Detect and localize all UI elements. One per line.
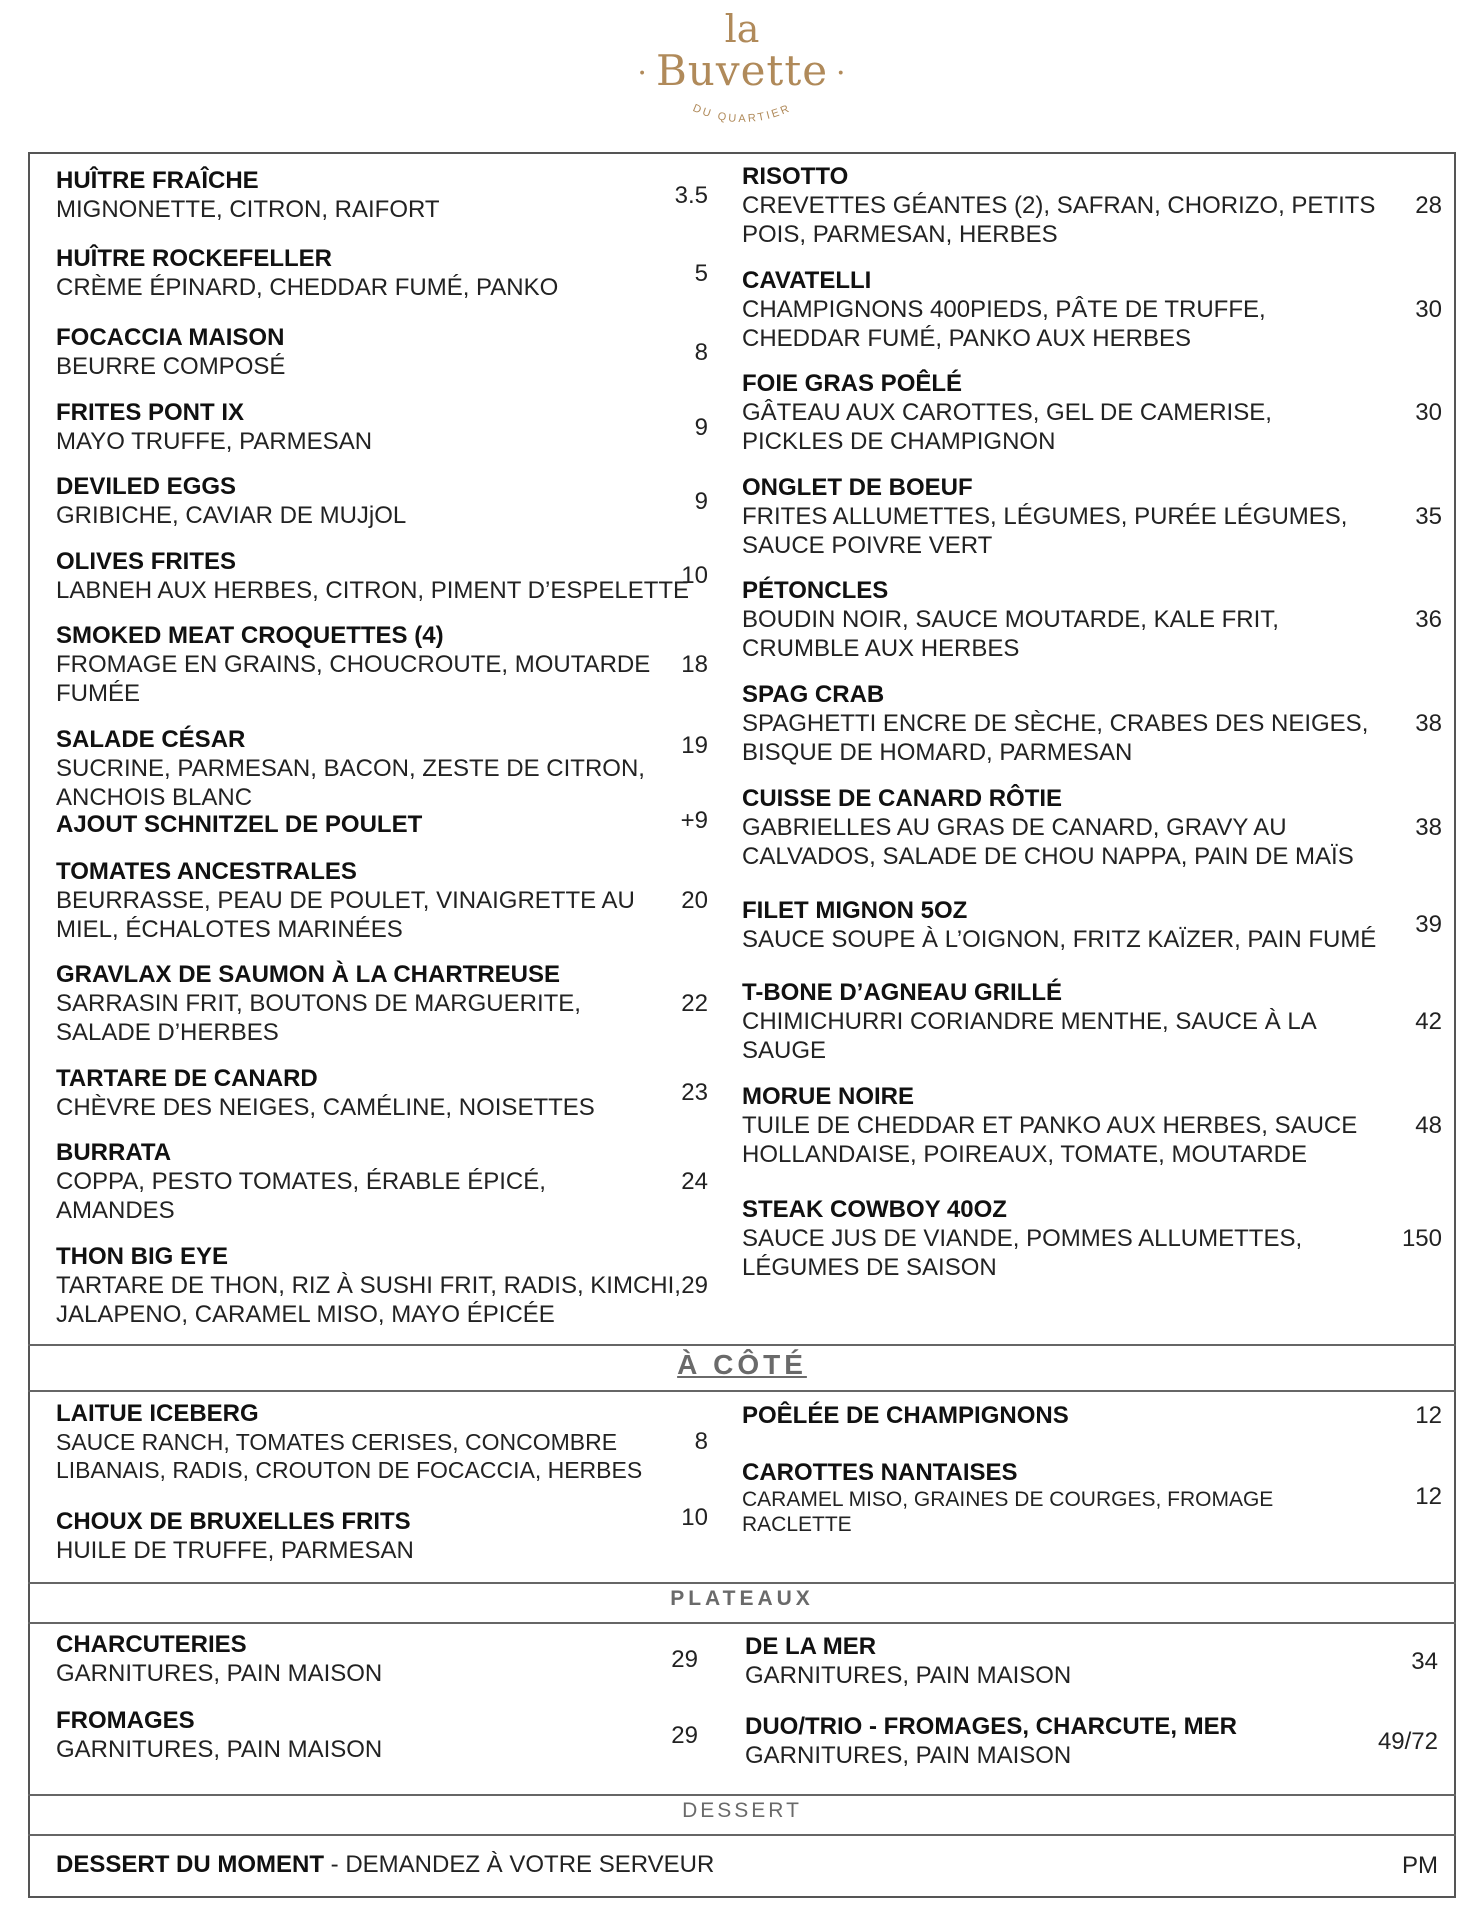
- item-price: 38: [1415, 814, 1442, 841]
- item-desc: LÉGUMES DE SAISON: [742, 1254, 997, 1281]
- item-name: ONGLET DE BOEUF: [742, 474, 973, 501]
- menu-item-choux-bruxelles: [56, 1507, 414, 1565]
- item-name: CUISSE DE CANARD RÔTIE: [742, 785, 1063, 812]
- item-desc: POIS, PARMESAN, HERBES: [742, 221, 1058, 248]
- item-desc: GARNITURES, PAIN MAISON: [56, 1660, 383, 1687]
- item-desc: TUILE DE CHEDDAR ET PANKO AUX HERBES, SAUCE: [742, 1112, 1358, 1139]
- menu-item-de-la-mer: [745, 1632, 1071, 1690]
- item-desc: - DEMANDEZ À VOTRE SERVEUR: [324, 1851, 715, 1878]
- item-name: THON BIG EYE: [56, 1243, 229, 1270]
- item-price: 28: [1415, 192, 1442, 219]
- item-desc: TARTARE DE THON, RIZ À SUSHI FRIT, RADIS, KIMCHI,: [56, 1272, 681, 1299]
- item-desc: RACLETTE: [742, 1513, 852, 1536]
- item-desc: SARRASIN FRIT, BOUTONS DE MARGUERITE,: [56, 990, 581, 1017]
- item-price: 30: [1415, 399, 1442, 426]
- item-price: 39: [1415, 911, 1442, 938]
- item-price: 29: [681, 1272, 708, 1299]
- menu-item-steak-cowboy: [742, 1195, 1302, 1282]
- item-price: 8: [694, 339, 708, 366]
- logo-dot-left: ·: [637, 56, 648, 91]
- item-name: TOMATES ANCESTRALES: [56, 858, 357, 885]
- item-desc: SAUCE JUS DE VIANDE, POMMES ALLUMETTES,: [742, 1225, 1303, 1252]
- menu-item-foie-gras: [742, 369, 1272, 456]
- svg-text:DU QUARTIER: [691, 102, 793, 125]
- item-name: FOCACCIA MAISON: [56, 324, 285, 351]
- item-price: 30: [1415, 296, 1442, 323]
- section-title-a-cote: À CÔTÉ: [677, 1349, 807, 1380]
- item-price: 18: [681, 651, 708, 678]
- item-price: 36: [1415, 606, 1442, 633]
- divider-dessert-bottom: [28, 1834, 1456, 1836]
- menu-item-spag-crab: [742, 680, 1368, 767]
- item-desc: AMANDES: [56, 1197, 175, 1224]
- item-price: 35: [1415, 503, 1442, 530]
- item-name: DESSERT DU MOMENT: [56, 1851, 325, 1878]
- item-desc: LIBANAIS, RADIS, CROUTON DE FOCACCIA, HERBES: [56, 1457, 643, 1483]
- item-price: 23: [681, 1079, 708, 1106]
- item-name: RISOTTO: [742, 163, 849, 190]
- item-price: 5: [694, 260, 708, 287]
- item-name: FRITES PONT IX: [56, 399, 245, 426]
- item-price: 49/72: [1377, 1728, 1438, 1755]
- item-desc: CRUMBLE AUX HERBES: [742, 635, 1020, 662]
- item-desc: MIGNONETTE, CITRON, RAIFORT: [56, 196, 440, 223]
- section-title-plateaux: PLATEAUX: [670, 1587, 814, 1610]
- menu-item-laitue-iceberg: [56, 1399, 642, 1484]
- menu-item-cavatelli: [742, 266, 1266, 353]
- item-name: GRAVLAX DE SAUMON À LA CHARTREUSE: [56, 961, 561, 988]
- item-desc: CHEDDAR FUMÉ, PANKO AUX HERBES: [742, 325, 1191, 352]
- item-desc: ANCHOIS BLANC: [56, 784, 253, 811]
- divider-plateaux-top: [28, 1582, 1456, 1584]
- item-name: OLIVES FRITES: [56, 548, 237, 575]
- menu-item-olives-frites: [56, 547, 689, 605]
- item-name: SALADE CÉSAR: [56, 726, 246, 753]
- item-desc: CRÈME ÉPINARD, CHEDDAR FUMÉ, PANKO: [56, 274, 559, 301]
- menu-item-dessert-du-moment: [56, 1851, 714, 1879]
- logo-line-la: la: [724, 7, 760, 51]
- item-price: 12: [1415, 1483, 1442, 1510]
- menu-item-carottes-nantaises: [742, 1458, 1273, 1537]
- menu-item-charcuteries: [56, 1630, 382, 1688]
- menu-item-focaccia-maison: [56, 323, 285, 381]
- divider-a-cote-bottom: [28, 1390, 1456, 1392]
- item-name: MORUE NOIRE: [742, 1083, 915, 1110]
- item-price: 9: [694, 488, 708, 515]
- menu-item-tomates-ancestrales: [56, 857, 635, 944]
- item-name: FROMAGES: [56, 1707, 195, 1734]
- menu-item-t-bone-agneau: [742, 978, 1317, 1065]
- logo-line-buvette: [0, 46, 1484, 95]
- logo-dot-right: ·: [836, 56, 847, 91]
- item-price: 10: [681, 562, 708, 589]
- item-desc: MIEL, ÉCHALOTES MARINÉES: [56, 916, 403, 943]
- menu-item-salade-cesar: [56, 725, 645, 812]
- item-desc: CREVETTES GÉANTES (2), SAFRAN, CHORIZO, PETITS: [742, 192, 1376, 219]
- item-name: POÊLÉE DE CHAMPIGNONS: [742, 1402, 1069, 1429]
- menu-item-tartare-canard: [56, 1064, 595, 1122]
- menu-item-frites-pont-ix: [56, 398, 372, 456]
- item-desc: GARNITURES, PAIN MAISON: [745, 1662, 1072, 1689]
- item-price: 150: [1401, 1225, 1442, 1252]
- menu-item-gravlax-saumon: [56, 960, 581, 1047]
- item-desc: SALADE D’HERBES: [56, 1019, 279, 1046]
- item-price: 42: [1415, 1008, 1442, 1035]
- divider-a-cote-top: [28, 1344, 1456, 1346]
- item-name: FILET MIGNON 5OZ: [742, 897, 968, 924]
- menu-item-duo-trio: [745, 1712, 1237, 1770]
- menu-item-filet-mignon: [742, 896, 1376, 954]
- logo-tagline: DU QUARTIER: [690, 102, 794, 126]
- item-name: SMOKED MEAT CROQUETTES (4): [56, 622, 444, 649]
- section-title-dessert: DESSERT: [682, 1799, 802, 1822]
- divider-dessert-top: [28, 1794, 1456, 1796]
- item-price: 24: [681, 1168, 708, 1195]
- item-name: DUO/TRIO - FROMAGES, CHARCUTE, MER: [745, 1713, 1237, 1740]
- item-price: 38: [1415, 710, 1442, 737]
- item-name: SPAG CRAB: [742, 681, 885, 708]
- item-desc: COPPA, PESTO TOMATES, ÉRABLE ÉPICÉ,: [56, 1168, 546, 1195]
- item-name: AJOUT SCHNITZEL DE POULET: [56, 811, 423, 838]
- item-price: PM: [1402, 1852, 1438, 1879]
- item-desc: FRITES ALLUMETTES, LÉGUMES, PURÉE LÉGUMES,: [742, 503, 1348, 530]
- item-name: PÉTONCLES: [742, 577, 889, 604]
- item-price: 29: [671, 1646, 698, 1673]
- menu-item-thon-big-eye: [56, 1242, 681, 1329]
- item-desc: FROMAGE EN GRAINS, CHOUCROUTE, MOUTARDE: [56, 651, 651, 678]
- item-name: HUÎTRE FRAÎCHE: [56, 167, 259, 194]
- item-desc: MAYO TRUFFE, PARMESAN: [56, 428, 373, 455]
- item-desc: SAUGE: [742, 1037, 827, 1064]
- item-desc: FUMÉE: [56, 680, 140, 707]
- item-desc: GÂTEAU AUX CAROTTES, GEL DE CAMERISE,: [742, 399, 1272, 426]
- item-desc: BOUDIN NOIR, SAUCE MOUTARDE, KALE FRIT,: [742, 606, 1279, 633]
- item-desc: CHÈVRE DES NEIGES, CAMÉLINE, NOISETTES: [56, 1094, 595, 1121]
- item-name: STEAK COWBOY 40OZ: [742, 1196, 1007, 1223]
- menu-item-deviled-eggs: [56, 472, 406, 530]
- item-desc: HOLLANDAISE, POIREAUX, TOMATE, MOUTARDE: [742, 1141, 1307, 1168]
- item-desc: SAUCE POIVRE VERT: [742, 532, 993, 559]
- logo-wordmark: Buvette: [655, 46, 829, 95]
- item-desc: SUCRINE, PARMESAN, BACON, ZESTE DE CITRON,: [56, 755, 645, 782]
- item-price: 29: [671, 1722, 698, 1749]
- item-price: 9: [694, 414, 708, 441]
- menu-item-huitre-fraiche: [56, 166, 440, 224]
- menu-item-ajout-schnitzel: [56, 810, 422, 839]
- item-desc: GABRIELLES AU GRAS DE CANARD, GRAVY AU: [742, 814, 1287, 841]
- logo-tagline-arc: [672, 96, 812, 136]
- item-price: 3.5: [674, 182, 708, 209]
- item-desc: GARNITURES, PAIN MAISON: [745, 1742, 1072, 1769]
- item-name: CAROTTES NANTAISES: [742, 1459, 1018, 1486]
- item-desc: GRIBICHE, CAVIAR DE MUJjOL: [56, 502, 407, 529]
- item-price: 22: [681, 990, 708, 1017]
- item-desc: GARNITURES, PAIN MAISON: [56, 1736, 383, 1763]
- restaurant-logo: [0, 0, 1484, 150]
- item-price: 48: [1415, 1112, 1442, 1139]
- item-price: 19: [681, 732, 708, 759]
- item-name: TARTARE DE CANARD: [56, 1065, 318, 1092]
- item-name: CAVATELLI: [742, 267, 872, 294]
- item-price: 8: [694, 1428, 708, 1455]
- item-name: DEVILED EGGS: [56, 473, 237, 500]
- item-name: HUÎTRE ROCKEFELLER: [56, 245, 332, 272]
- menu-item-poelee-champignons: [742, 1401, 1069, 1430]
- item-desc: SPAGHETTI ENCRE DE SÈCHE, CRABES DES NEIGES,: [742, 710, 1369, 737]
- item-desc: SAUCE SOUPE À L’OIGNON, FRITZ KAÏZER, PAIN FUMÉ: [742, 926, 1377, 953]
- item-name: CHOUX DE BRUXELLES FRITS: [56, 1508, 411, 1535]
- menu-item-risotto: [742, 162, 1375, 249]
- menu-item-huitre-rockefeller: [56, 244, 558, 302]
- item-name: CHARCUTERIES: [56, 1631, 247, 1658]
- item-desc: BISQUE DE HOMARD, PARMESAN: [742, 739, 1133, 766]
- item-desc: HUILE DE TRUFFE, PARMESAN: [56, 1537, 414, 1564]
- item-desc: BEURRE COMPOSÉ: [56, 353, 286, 380]
- item-name: BURRATA: [56, 1139, 172, 1166]
- menu-item-onglet-boeuf: [742, 473, 1347, 560]
- menu-item-burrata: [56, 1138, 546, 1225]
- item-name: DE LA MER: [745, 1633, 877, 1660]
- item-desc: CALVADOS, SALADE DE CHOU NAPPA, PAIN DE MAÏS: [742, 843, 1354, 870]
- item-name: LAITUE ICEBERG: [56, 1400, 259, 1427]
- item-desc: LABNEH AUX HERBES, CITRON, PIMENT D’ESPELETTE: [56, 577, 690, 604]
- item-desc: JALAPENO, CARAMEL MISO, MAYO ÉPICÉE: [56, 1301, 555, 1328]
- item-price: 12: [1415, 1402, 1442, 1429]
- item-desc: SAUCE RANCH, TOMATES CERISES, CONCOMBRE: [56, 1429, 618, 1455]
- item-price: +9: [680, 807, 708, 834]
- item-name: FOIE GRAS POÊLÉ: [742, 370, 963, 397]
- item-desc: CHAMPIGNONS 400PIEDS, PÂTE DE TRUFFE,: [742, 296, 1266, 323]
- item-desc: BEURRASSE, PEAU DE POULET, VINAIGRETTE AU: [56, 887, 635, 914]
- menu-item-cuisse-canard: [742, 784, 1354, 871]
- item-price: 10: [681, 1504, 708, 1531]
- item-price: 20: [681, 887, 708, 914]
- item-name: T-BONE D’AGNEAU GRILLÉ: [742, 979, 1063, 1006]
- item-price: 34: [1411, 1648, 1438, 1675]
- menu-item-smoked-meat-croquettes: [56, 621, 650, 708]
- menu-item-fromages: [56, 1706, 382, 1764]
- item-desc: PICKLES DE CHAMPIGNON: [742, 428, 1056, 455]
- menu-item-morue-noire: [742, 1082, 1357, 1169]
- item-desc: CARAMEL MISO, GRAINES DE COURGES, FROMAGE: [742, 1488, 1274, 1511]
- divider-plateaux-bottom: [28, 1622, 1456, 1624]
- menu-item-petoncles: [742, 576, 1279, 663]
- item-desc: CHIMICHURRI CORIANDRE MENTHE, SAUCE À LA: [742, 1008, 1317, 1035]
